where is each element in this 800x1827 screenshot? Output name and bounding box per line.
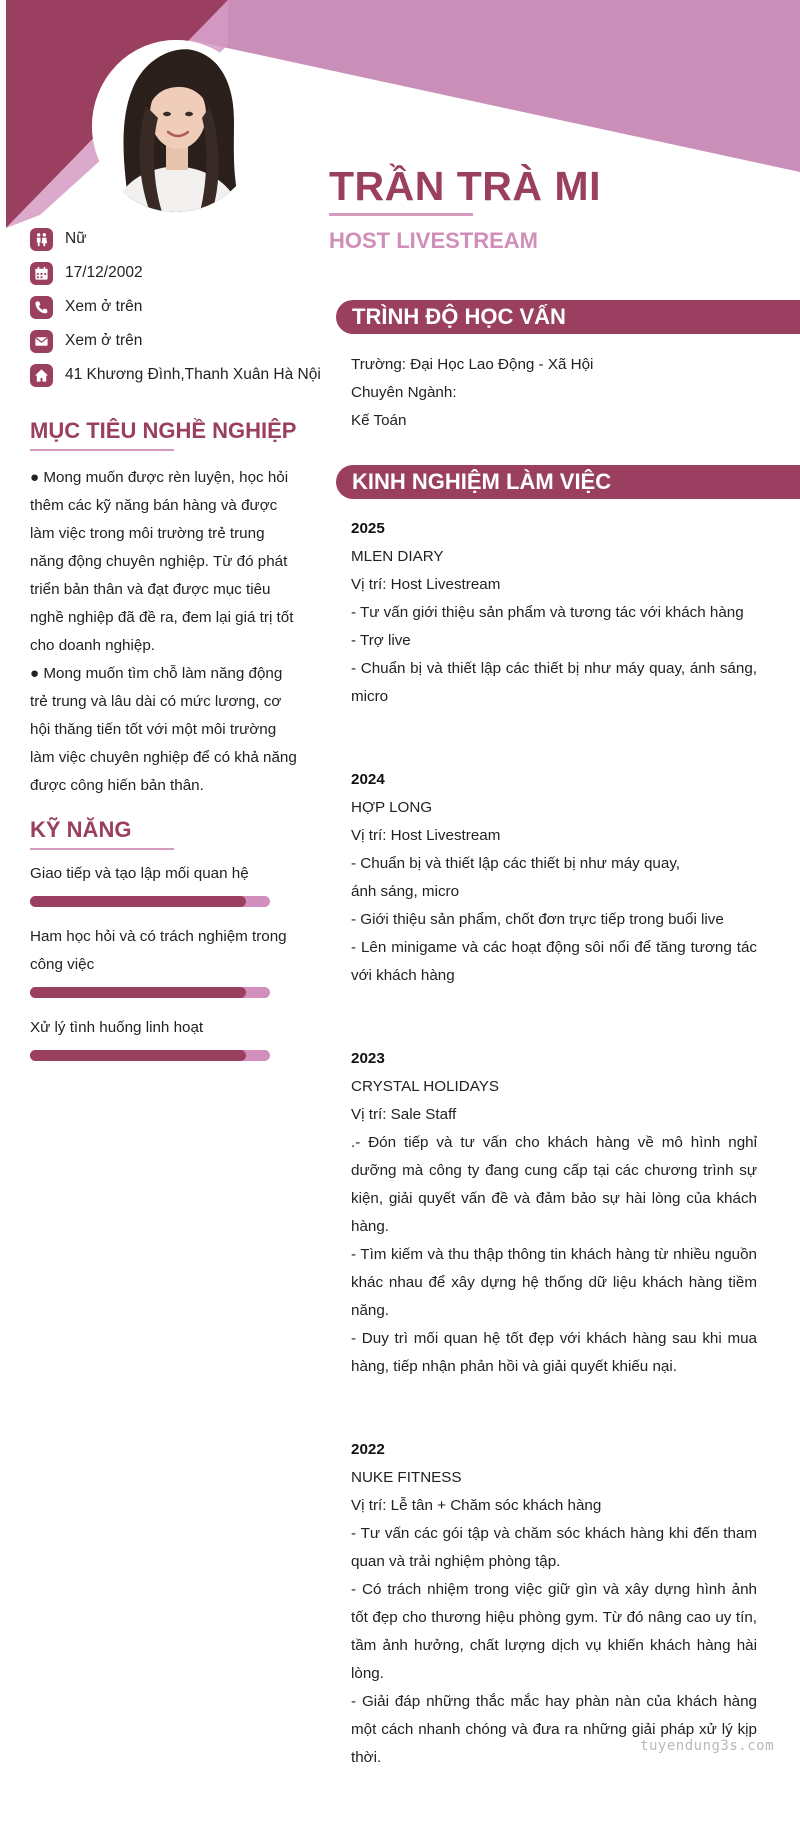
job-duty: .- Đón tiếp và tư vấn cho khách hàng về mô hình nghỉ dưỡng mà công ty đang cung cấp tại các chương trình sự kiện, giải quyết vấn đề và đảm bảo sự hài lòng của khách hàng. (351, 1134, 757, 1235)
job-position: Vị trí: Sale Staff (351, 1106, 457, 1123)
job-year: 2024 (351, 771, 385, 788)
job-year: 2022 (351, 1441, 385, 1458)
skill-bar (30, 987, 270, 998)
contact-phone (30, 290, 320, 324)
gender-icon (30, 228, 53, 251)
job-entry (351, 1436, 757, 1772)
job-position: Vị trí: Host Livestream (351, 827, 501, 844)
job-duty: - Có trách nhiệm trong việc giữ gìn và xây dựng hình ảnh tốt đẹp cho thương hiệu phòng gym. Từ đó nâng cao uy tín, tầm ảnh hưởng, chất lượng dịch vụ khiến khách hàng hài lòng. (351, 1581, 757, 1682)
contact-list (30, 222, 320, 392)
skills-underline (30, 848, 174, 850)
skill-bar (30, 1050, 270, 1061)
mail-icon (30, 330, 53, 353)
education-line: Kế Toán (351, 412, 407, 429)
skill-name: Ham học hỏi và có trách nghiệm trong công việc (30, 928, 287, 973)
education-details (351, 351, 761, 435)
job-duty: - Chuẩn bị và thiết lập các thiết bị như máy quay, ánh sáng, micro (351, 660, 757, 705)
objective-paragraph: ● Mong muốn được rèn luyện, học hỏi thêm các kỹ năng bán hàng và được làm việc trong môi trường trẻ trung năng động chuyên nghiệp. Từ đó phát triển bản thân và đạt được mục tiêu nghề nghiệp đã đề ra, đem lại giá trị tốt cho doanh nghiệp. (30, 469, 294, 654)
job-duty: - Tư vấn giới thiệu sản phẩm và tương tác với khách hàng (351, 604, 744, 621)
job-duty: - Tìm kiếm và thu thập thông tin khách hàng từ nhiều nguồn khác nhau để xây dựng hệ thống dữ liệu khách hàng tiềm năng. (351, 1246, 757, 1319)
job-position: Vị trí: Lễ tân + Chăm sóc khách hàng (351, 1497, 602, 1514)
skills-list (30, 860, 300, 1077)
home-icon (30, 364, 53, 387)
candidate-role: HOST LIVESTREAM (329, 228, 539, 253)
contact-text: 17/12/2002 (65, 264, 143, 281)
job-duties (351, 599, 757, 711)
job-position: Vị trí: Host Livestream (351, 576, 501, 593)
contact-text: 41 Khương Đình,Thanh Xuân Hà Nội (65, 366, 321, 383)
job-entry (351, 515, 757, 711)
job-duties (351, 1129, 757, 1381)
skill-name: Giao tiếp và tạo lập mối quan hệ (30, 865, 249, 882)
job-year: 2023 (351, 1050, 385, 1067)
name-underline (329, 213, 473, 216)
skill-bar-fill (30, 1050, 246, 1061)
experience-list (351, 515, 757, 1827)
skill-item (30, 860, 300, 907)
objective-text (30, 464, 300, 800)
objective-heading: MỤC TIÊU NGHỀ NGHIỆP (30, 418, 297, 443)
watermark: tuyendung3s.com (640, 1738, 774, 1754)
contact-birthdate (30, 256, 320, 290)
contact-gender (30, 222, 320, 256)
job-company: NUKE FITNESS (351, 1469, 462, 1486)
phone-icon (30, 296, 53, 319)
skill-item (30, 1014, 300, 1061)
job-duties (351, 850, 757, 990)
job-company: HỢP LONG (351, 799, 433, 816)
job-company: MLEN DIARY (351, 548, 444, 565)
skill-bar-fill (30, 896, 246, 907)
education-line: Chuyên Ngành: (351, 384, 457, 401)
skill-bar (30, 896, 270, 907)
job-duty: - Duy trì mối quan hệ tốt đẹp với khách hàng sau khi mua hàng, tiếp nhận phản hồi và giải quyết khiếu nại. (351, 1330, 757, 1375)
skill-item (30, 923, 300, 998)
education-heading: TRÌNH ĐỘ HỌC VẤN (336, 300, 800, 334)
objective-underline (30, 449, 174, 451)
job-duty: - Lên minigame và các hoạt động sôi nổi để tăng tương tác với khách hàng (351, 939, 757, 984)
job-duties (351, 1520, 757, 1772)
objective-paragraph: ● Mong muốn tìm chỗ làm năng động trẻ trung và lâu dài có mức lương, cơ hội thăng tiến tốt với một môi trường làm việc chuyên nghiệp để có khả năng được công hiến bản thân. (30, 665, 297, 794)
education-line: Trường: Đại Học Lao Động - Xã Hội (351, 356, 594, 373)
job-duty: - Giải đáp những thắc mắc hay phàn nàn của khách hàng một cách nhanh chóng và đưa ra những giải pháp xử lý kịp thời. (351, 1693, 757, 1766)
avatar (92, 40, 260, 212)
job-year: 2025 (351, 520, 385, 537)
experience-heading: KINH NGHIỆM LÀM VIỆC (336, 465, 800, 499)
job-duty: - Trợ live (351, 632, 411, 649)
skills-heading: KỸ NĂNG (30, 817, 132, 842)
job-duty: - Giới thiệu sản phẩm, chốt đơn trực tiếp trong buổi live (351, 911, 724, 928)
contact-text: Xem ở trên (65, 332, 143, 349)
contact-text: Nữ (65, 230, 87, 247)
contact-text: Xem ở trên (65, 298, 143, 315)
calendar-icon (30, 262, 53, 285)
job-duty: ánh sáng, micro (351, 883, 460, 900)
job-duty: - Chuẩn bị và thiết lập các thiết bị như máy quay, (351, 855, 680, 872)
job-entry (351, 1045, 757, 1381)
skill-name: Xử lý tình huống linh hoạt (30, 1019, 204, 1036)
skill-bar-fill (30, 987, 246, 998)
contact-email (30, 324, 320, 358)
job-entry (351, 766, 757, 990)
job-company: CRYSTAL HOLIDAYS (351, 1078, 499, 1095)
job-duty: - Tư vấn các gói tập và chăm sóc khách hàng khi đến tham quan và trải nghiệm phòng tập. (351, 1525, 757, 1570)
contact-address (30, 358, 320, 392)
candidate-name: TRẦN TRÀ MI (329, 163, 601, 209)
